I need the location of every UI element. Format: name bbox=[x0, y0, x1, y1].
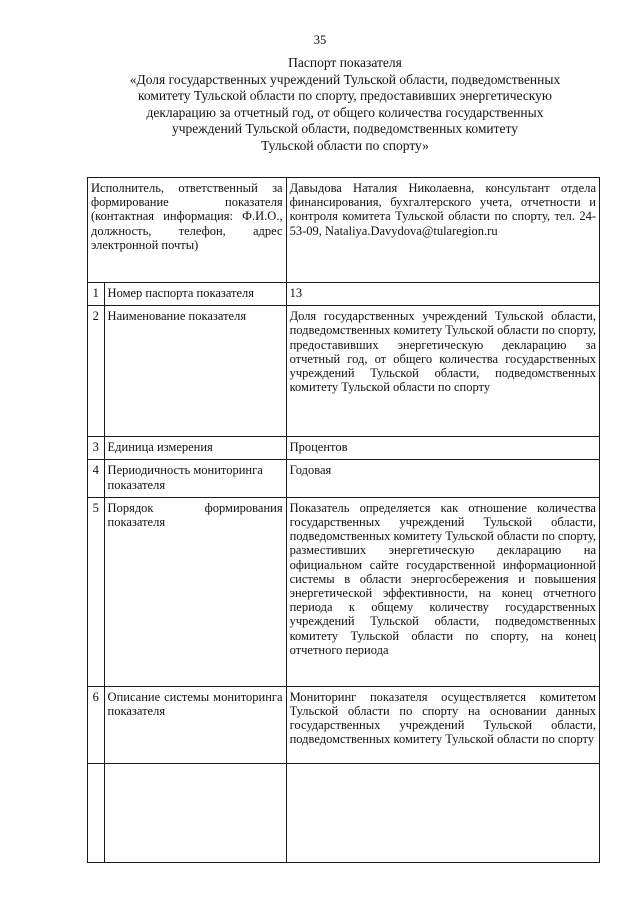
document-header bbox=[80, 55, 610, 154]
table-row bbox=[88, 686, 600, 763]
indicator-name-line: декларацию за отчетный год, от общего количества государственных bbox=[146, 104, 544, 120]
table-row bbox=[88, 437, 600, 460]
row-label: Порядок формирования показателя bbox=[104, 497, 286, 686]
executor-row bbox=[88, 178, 600, 283]
row-label: Описание системы мониторинга показателя bbox=[104, 686, 286, 763]
row-value: Мониторинг показателя осуществляется комитетом Тульской области по спорту на основании данных государственных учреждений Тульской области, подведомственных комитету Тульской области по спорту bbox=[286, 686, 599, 763]
executor-email: Nataliya.Davydova@tularegion.ru bbox=[325, 223, 498, 238]
indicator-name-line: учреждений Тульской области, подведомственных комитету bbox=[171, 121, 519, 136]
table-continuation-row bbox=[88, 763, 600, 862]
row-number: 4 bbox=[88, 460, 105, 497]
table-row bbox=[88, 497, 600, 686]
row-value: Показатель определяется как отношение количества государственных учреждений Тульской области, подведомственных комитету Тульской области по спорту, разместивших энергетическую декларацию на официальном сайте государственной информационной системы в области энергосбережения и повышения энергетической эффективности, на конец отчетного периода к общему количеству государственных учреждений Тульской области, подведомственных комитету Тульской области по спорту, на конец отчетного периода bbox=[286, 497, 599, 686]
passport-title: Паспорт показателя bbox=[288, 55, 402, 70]
indicator-name-line: «Доля государственных учреждений Тульской области, подведомственных bbox=[129, 71, 561, 87]
row-number: 5 bbox=[88, 497, 105, 686]
table-row bbox=[88, 283, 600, 306]
row-number: 1 bbox=[88, 283, 105, 306]
passport-table bbox=[87, 177, 600, 863]
executor-label: Исполнитель, ответственный за формирование показателя (контактная информация: Ф.И.О., должность, телефон, адрес электронной почты) bbox=[88, 178, 287, 283]
executor-contact: Давыдова Наталия Николаевна, консультант отдела финансирования, бухгалтерского учета, отчетности и контроля комитета Тульской области по спорту, тел. 24-53-09, bbox=[289, 181, 596, 238]
row-number: 3 bbox=[88, 437, 105, 460]
row-label: Наименование показателя bbox=[104, 306, 286, 437]
row-value: Годовая bbox=[286, 460, 599, 497]
row-number: 6 bbox=[88, 686, 105, 763]
empty-cell bbox=[88, 763, 105, 862]
indicator-name-line: Тульской области по спорту» bbox=[261, 137, 429, 153]
row-number: 2 bbox=[88, 306, 105, 437]
row-value: 13 bbox=[286, 283, 599, 306]
indicator-name-line: комитету Тульской области по спорту, предоставивших энергетическую bbox=[137, 88, 553, 103]
page-number: 35 bbox=[313, 33, 327, 47]
row-value: Процентов bbox=[286, 437, 599, 460]
table-row bbox=[88, 306, 600, 437]
empty-cell bbox=[104, 763, 286, 862]
row-value: Доля государственных учреждений Тульской области, подведомственных комитету Тульской области по спорту, предоставивших энергетическую декларацию за отчетный год, от общего количества государственных учреждений Тульской области, подведомственных комитету Тульской области по спорту bbox=[286, 306, 599, 437]
empty-cell bbox=[286, 763, 599, 862]
row-label: Периодичность мониторинга показателя bbox=[104, 460, 286, 497]
table-row bbox=[88, 460, 600, 497]
row-label: Номер паспорта показателя bbox=[104, 283, 286, 306]
executor-value bbox=[286, 178, 599, 283]
row-label: Единица измерения bbox=[104, 437, 286, 460]
